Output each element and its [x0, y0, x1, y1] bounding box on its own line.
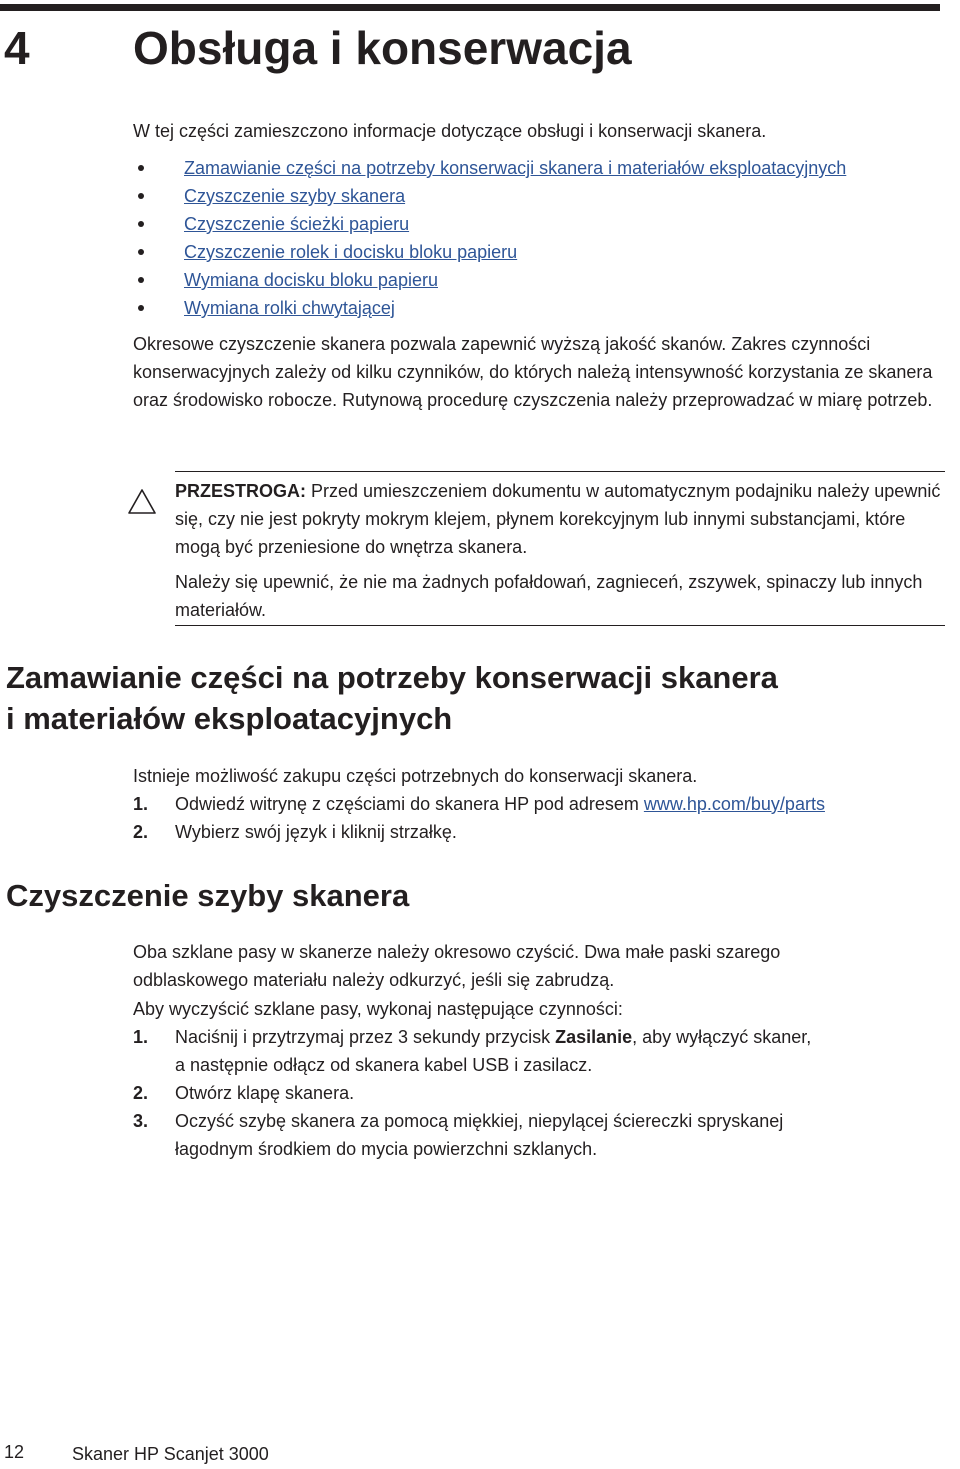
toc-link-ordering-parts[interactable]: Zamawianie części na potrzeby konserwacji skanera i materiałów eksploatacyjnych	[184, 158, 847, 178]
chapter-number: 4	[4, 22, 30, 74]
chapter-intro: W tej części zamieszczono informacje dotyczące obsługi i konserwacji skanera.	[133, 121, 767, 141]
bullet-icon	[138, 277, 144, 283]
step-text: Odwiedź witrynę z częściami do skanera HP pod adresem	[175, 794, 644, 814]
bullet-icon	[138, 193, 144, 199]
toc-link-clean-paper-path[interactable]: Czyszczenie ścieżki papieru	[184, 214, 410, 234]
ordering-step-1	[175, 790, 825, 818]
power-button-name: Zasilanie	[555, 1027, 633, 1047]
clean-glass-paragraph-line1: Oba szklane pasy w skanerze należy okresowo czyścić. Dwa małe paski szarego	[133, 942, 781, 962]
caution-top-rule	[175, 471, 945, 472]
clean-step-3-line2: łagodnym środkiem do mycia powierzchni szklanych.	[175, 1139, 598, 1159]
toc-link-replace-separation-pad[interactable]: Wymiana docisku bloku papieru	[184, 270, 438, 290]
caution-text	[175, 477, 945, 561]
step-number: 1.	[133, 794, 149, 814]
section-heading-clean-glass: Czyszczenie szyby skanera	[6, 878, 410, 913]
bullet-icon	[138, 305, 144, 311]
hp-parts-link[interactable]: www.hp.com/buy/parts	[643, 794, 825, 814]
toc-link-clean-glass[interactable]: Czyszczenie szyby skanera	[184, 186, 406, 206]
toc-link-replace-pick-roller[interactable]: Wymiana rolki chwytającej	[184, 298, 395, 318]
clean-step-1-line2: a następnie odłącz od skanera kabel USB i zasilacz.	[175, 1055, 593, 1075]
toc-link-clean-rollers[interactable]: Czyszczenie rolek i docisku bloku papieru	[184, 242, 518, 262]
section-heading-ordering-line2: i materiałów eksploatacyjnych	[6, 701, 453, 736]
caution-label: PRZESTROGA:	[175, 481, 307, 501]
bullet-icon	[138, 221, 144, 227]
top-rule	[0, 4, 940, 11]
step-number: 3.	[133, 1111, 149, 1131]
ordering-step-2: Wybierz swój język i kliknij strzałkę.	[175, 822, 457, 842]
step-number: 1.	[133, 1027, 149, 1047]
clean-glass-paragraph-line2: odblaskowego materiału należy odkurzyć, jeśli się zabrudzą.	[133, 970, 615, 990]
maintenance-paragraph: Okresowe czyszczenie skanera pozwala zapewnić wyższą jakość skanów. Zakres czynności konserwacyjnych zależy od kilku czynników, do których należą intensywność korzystania ze skanera oraz środowisko robocze. Rutynową procedurę czyszczenia należy przeprowadzać w miarę potrzeb.	[133, 334, 933, 410]
footer-product: Skaner HP Scanjet 3000	[72, 1444, 269, 1464]
clean-step-3-line1: Oczyść szybę skanera za pomocą miękkiej, niepylącej ściereczki spryskanej	[175, 1111, 784, 1131]
caution-triangle-icon	[127, 487, 157, 517]
chapter-title: Obsługa i konserwacja	[133, 22, 632, 74]
clean-step-1-line1	[175, 1023, 811, 1051]
step-text: Naciśnij i przytrzymaj przez 3 sekundy przycisk	[175, 1027, 556, 1047]
step-number: 2.	[133, 1083, 149, 1103]
clean-step-2: Otwórz klapę skanera.	[175, 1083, 355, 1103]
caution-text-2: Należy się upewnić, że nie ma żadnych pofałdowań, zagnieceń, zszywek, spinaczy lub innych materiałów.	[175, 572, 923, 620]
bullet-icon	[138, 249, 144, 255]
ordering-intro: Istnieje możliwość zakupu części potrzebnych do konserwacji skanera.	[133, 766, 698, 786]
step-number: 2.	[133, 822, 149, 842]
bullet-icon	[138, 165, 144, 171]
clean-glass-steps-intro: Aby wyczyścić szklane pasy, wykonaj następujące czynności:	[133, 999, 623, 1019]
caution-text-1: Przed umieszczeniem dokumentu w automatycznym podajniku należy upewnić się, czy nie jest pokryty mokrym klejem, płynem korekcyjnym lub innymi substancjami, które mogą być przeniesione do wnętrza skanera.	[175, 481, 941, 557]
step-text: , aby wyłączyć skaner,	[632, 1027, 812, 1047]
section-heading-ordering-line1: Zamawianie części na potrzeby konserwacji skanera	[6, 660, 778, 695]
caution-bottom-rule	[175, 625, 945, 626]
page-number: 12	[4, 1442, 25, 1462]
